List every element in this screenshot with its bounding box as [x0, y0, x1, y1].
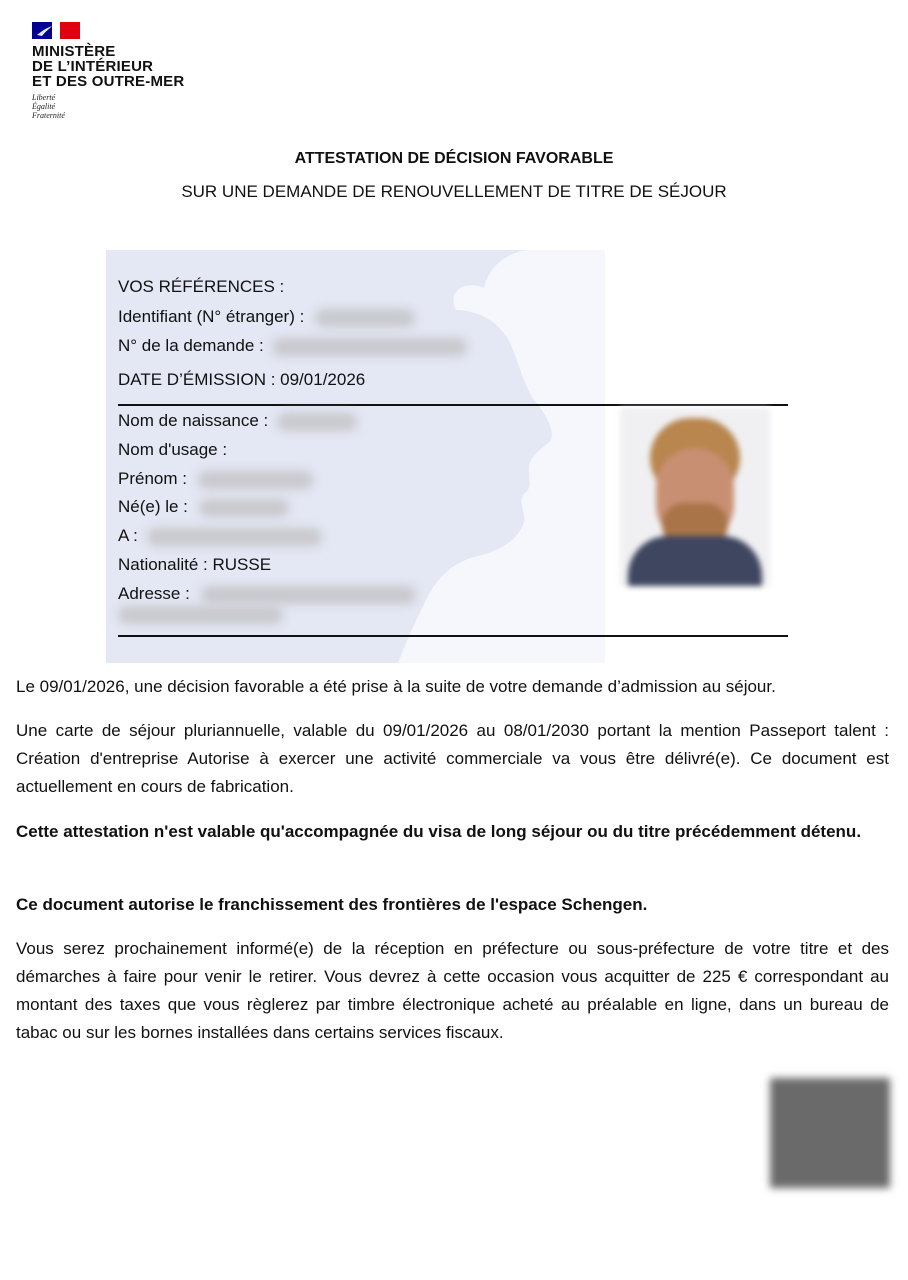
demande-label: N° de la demande : [118, 336, 264, 355]
ministry-name [32, 44, 184, 89]
redacted-value [198, 471, 313, 489]
ministry-line-3: ET DES OUTRE-MER [32, 73, 185, 90]
identifiant-label: Identifiant (N° étranger) : [118, 307, 305, 326]
paragraph-carte-sejour: Une carte de séjour pluriannuelle, valable du 09/01/2026 au 08/01/2030 portant la mention Passeport talent : Création d'entreprise Autorise à exercer une activité commerciale va vous être délivré(e). Ce document est actuellement en cours de fabrication. [16, 721, 889, 796]
adresse-label: Adresse : [118, 584, 190, 603]
ministry-line-1: MINISTÈRE [32, 43, 116, 60]
prenom-field [118, 469, 313, 489]
paragraph-retrait: Vous serez prochainement informé(e) de la réception en préfecture ou sous-préfecture de votre titre et des démarches à faire pour venir le retirer. Vous devrez à cette occasion vous acquitter de 225 € correspondant au montant des taxes que vous règlerez par timbre électronique acheté au préalable en ligne, dans un bureau de tabac ou sur les bornes installées dans certains services fiscaux. [16, 939, 889, 1042]
lieu-naissance-field [118, 526, 322, 546]
nationalite-field: Nationalité : RUSSE [118, 555, 272, 574]
republic-motto [32, 93, 184, 120]
prenom-label: Prénom : [118, 469, 187, 488]
redacted-value [201, 586, 416, 604]
document-title: ATTESTATION DE DÉCISION FAVORABLE [294, 150, 614, 167]
motto-egalite: Égalité [32, 102, 56, 111]
redacted-value [272, 338, 467, 356]
document-subtitle: SUR UNE DEMANDE DE RENOUVELLEMENT DE TITRE DE SÉJOUR [181, 182, 727, 201]
divider [118, 404, 788, 406]
demande-field [118, 336, 467, 356]
ne-le-label: Né(e) le : [118, 497, 188, 516]
french-flag-icon [32, 22, 80, 39]
redacted-value [118, 606, 283, 624]
identifiant-field [118, 307, 415, 327]
date-naissance-field [118, 497, 289, 517]
nom-usage-field [118, 440, 227, 460]
adresse-field [118, 584, 416, 604]
qr-code [770, 1078, 890, 1188]
a-label: A : [118, 526, 138, 545]
redacted-value [277, 413, 357, 431]
nom-usage-label: Nom d'usage : [118, 440, 228, 459]
ministry-line-2: DE L’INTÉRIEUR [32, 58, 154, 75]
emission-date: DATE D’ÉMISSION : 09/01/2026 [118, 370, 366, 389]
divider [118, 635, 788, 637]
references-label: VOS RÉFÉRENCES : [118, 277, 285, 296]
nom-naissance-label: Nom de naissance : [118, 411, 269, 430]
redacted-value [315, 309, 415, 327]
nom-naissance-field [118, 411, 357, 431]
motto-liberte: Liberté [32, 93, 56, 102]
redacted-value [147, 528, 322, 546]
republique-logo [32, 22, 184, 120]
applicant-photo [620, 408, 770, 586]
paragraph-schengen: Ce document autorise le franchissement des frontières de l'espace Schengen. [16, 895, 648, 914]
paragraph-validity-warning: Cette attestation n'est valable qu'accompagnée du visa de long séjour ou du titre précédemment détenu. [16, 822, 862, 841]
paragraph-decision: Le 09/01/2026, une décision favorable a été prise à la suite de votre demande d’admission au séjour. [16, 677, 776, 696]
adresse-line-2 [118, 604, 283, 624]
redacted-value [199, 499, 289, 517]
motto-fraternite: Fraternité [32, 111, 65, 120]
